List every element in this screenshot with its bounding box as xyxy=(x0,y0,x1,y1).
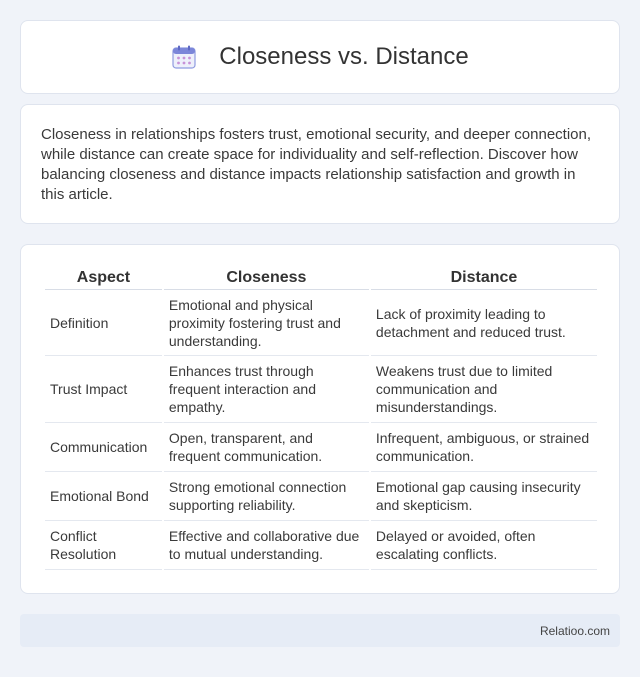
row-closeness: Enhances trust through frequent interaction and empathy. xyxy=(164,356,369,423)
row-closeness: Strong emotional connection supporting reliability. xyxy=(164,472,369,521)
row-closeness: Open, transparent, and frequent communication. xyxy=(164,423,369,472)
table-row xyxy=(45,472,597,521)
row-aspect: Communication xyxy=(45,423,162,472)
row-closeness: Emotional and physical proximity fostering trust and understanding. xyxy=(164,290,369,356)
row-aspect: Trust Impact xyxy=(45,356,162,423)
calendar-icon xyxy=(171,44,197,70)
row-distance: Delayed or avoided, often escalating conflicts. xyxy=(371,521,597,570)
row-aspect: Conflict Resolution xyxy=(45,521,162,570)
page-title: Closeness vs. Distance xyxy=(219,43,469,70)
row-distance: Lack of proximity leading to detachment and reduced trust. xyxy=(371,290,597,356)
table-header-row xyxy=(45,265,597,290)
table-row xyxy=(45,356,597,423)
intro-card xyxy=(20,104,620,224)
header-card xyxy=(20,20,620,94)
row-distance: Emotional gap causing insecurity and skepticism. xyxy=(371,472,597,521)
header-closeness: Closeness xyxy=(164,265,369,290)
header-aspect: Aspect xyxy=(45,265,162,290)
row-aspect: Definition xyxy=(45,290,162,356)
row-closeness: Effective and collaborative due to mutual understanding. xyxy=(164,521,369,570)
row-distance: Weakens trust due to limited communication and misunderstandings. xyxy=(371,356,597,423)
row-distance: Infrequent, ambiguous, or strained communication. xyxy=(371,423,597,472)
table-row xyxy=(45,521,597,570)
comparison-table-card xyxy=(20,244,620,594)
table-row xyxy=(45,423,597,472)
row-aspect: Emotional Bond xyxy=(45,472,162,521)
intro-paragraph: Closeness in relationships fosters trust, emotional security, and deeper connection, while distance can create space for individuality and self-reflection. Discover how balancing closeness and distance impacts relationship satisfaction and growth in this article. xyxy=(41,126,592,203)
header-distance: Distance xyxy=(371,265,597,290)
footer-brand[interactable]: Relatioo.com xyxy=(539,623,610,638)
table-row xyxy=(45,290,597,356)
footer xyxy=(20,614,620,647)
comparison-table xyxy=(43,265,599,570)
